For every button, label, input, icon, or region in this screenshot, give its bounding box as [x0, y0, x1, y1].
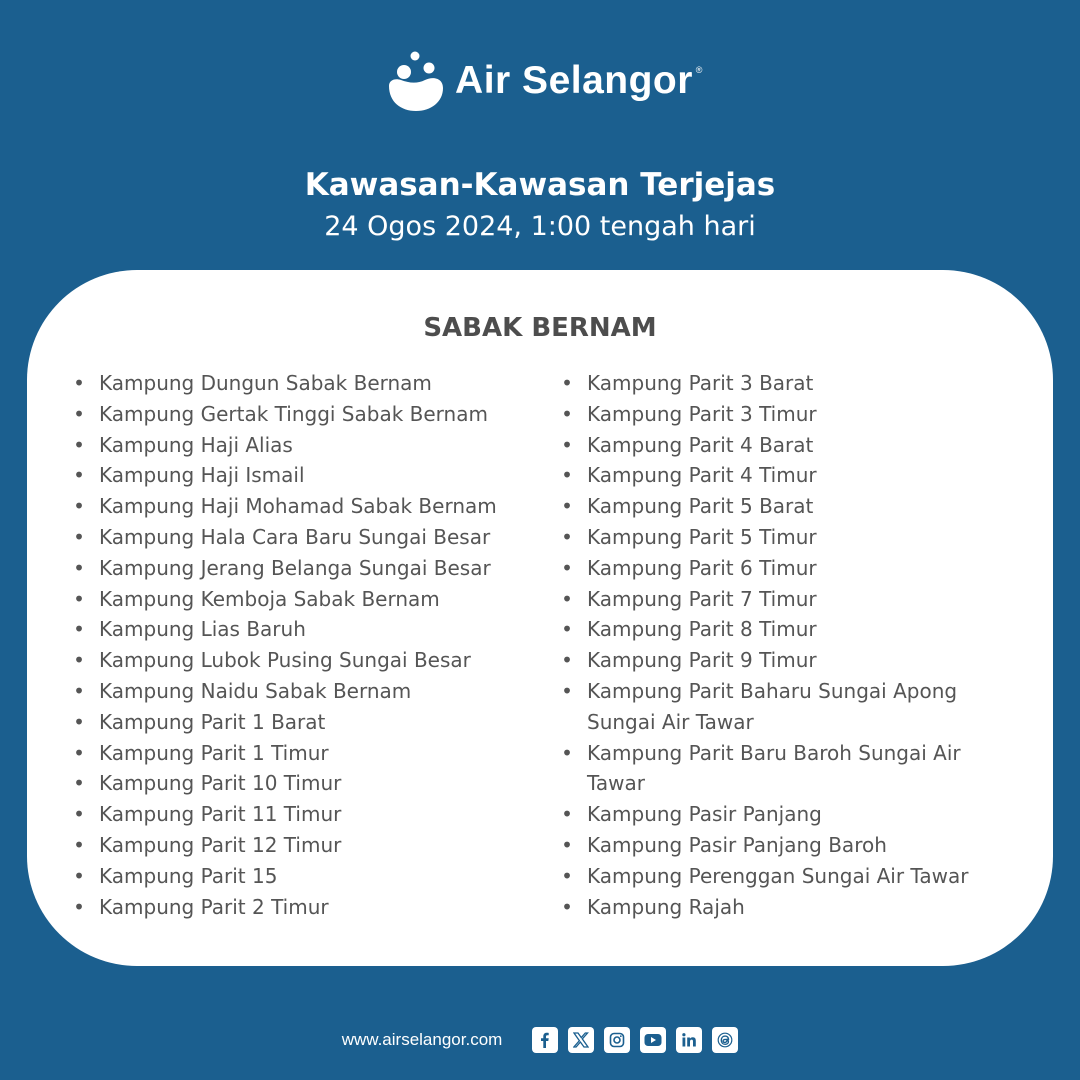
area-name: Kampung Parit 15 [99, 863, 278, 888]
bullet-icon: • [561, 740, 573, 765]
area-list-item [73, 399, 559, 430]
area-list-item [73, 430, 559, 461]
bullet-icon: • [73, 401, 85, 426]
bullet-icon: • [561, 617, 573, 642]
area-name: Kampung Parit 3 Barat [587, 371, 814, 395]
area-list-item [561, 799, 1007, 830]
bullet-icon: • [73, 617, 85, 642]
facebook-icon[interactable] [532, 1027, 558, 1053]
area-list-item [73, 768, 559, 799]
area-name: Kampung Parit Baharu Sungai Apong Sungai Air Tawar [587, 678, 958, 734]
bullet-icon: • [561, 371, 573, 395]
area-list-item [561, 430, 1007, 461]
bullet-icon: • [73, 802, 85, 827]
youtube-icon[interactable] [640, 1027, 666, 1053]
area-list-item [73, 553, 559, 584]
area-name: Kampung Pasir Panjang [587, 802, 822, 827]
bullet-icon: • [73, 494, 85, 519]
area-name: Kampung Lubok Pusing Sungai Besar [99, 648, 471, 673]
bullet-icon: • [561, 863, 573, 888]
area-list-item [73, 645, 559, 676]
area-name: Kampung Parit 3 Timur [587, 401, 817, 426]
bullet-icon: • [561, 494, 573, 519]
area-list-item [73, 584, 559, 615]
bullet-icon: • [73, 863, 85, 888]
page-subtitle: 24 Ogos 2024, 1:00 tengah hari [324, 211, 756, 242]
bullet-icon: • [73, 709, 85, 734]
bullet-icon: • [561, 894, 573, 919]
bullet-icon: • [561, 555, 573, 580]
bullet-icon: • [561, 524, 573, 549]
bullet-icon: • [73, 371, 85, 395]
area-name: Kampung Haji Alias [99, 432, 293, 457]
area-name: Kampung Parit 9 Timur [587, 648, 817, 673]
area-list-item [561, 892, 1007, 923]
area-list-item [73, 491, 559, 522]
area-list-item [561, 861, 1007, 892]
area-list-item [73, 368, 559, 399]
area-name: Kampung Lias Baruh [99, 617, 306, 642]
brand-logo [0, 48, 1080, 114]
area-list-right [561, 368, 1007, 922]
bullet-icon: • [561, 648, 573, 673]
area-name: Kampung Rajah [587, 894, 745, 919]
area-list-item [561, 645, 1007, 676]
area-name: Kampung Parit 4 Timur [587, 463, 817, 488]
bullet-icon: • [73, 771, 85, 796]
area-name: Kampung Naidu Sabak Bernam [99, 678, 412, 703]
bullet-icon: • [73, 463, 85, 488]
area-list-item [73, 861, 559, 892]
area-list-item [73, 522, 559, 553]
area-name: Kampung Gertak Tinggi Sabak Bernam [99, 401, 488, 426]
bullet-icon: • [73, 832, 85, 857]
area-list-item [561, 676, 1007, 738]
area-list-item [73, 614, 559, 645]
linkedin-icon[interactable] [676, 1027, 702, 1053]
instagram-icon[interactable] [604, 1027, 630, 1053]
area-name: Kampung Parit 11 Timur [99, 802, 342, 827]
area-list-item [73, 676, 559, 707]
bullet-icon: • [561, 463, 573, 488]
area-list-item [73, 738, 559, 769]
area-name: Kampung Parit 10 Timur [99, 771, 342, 796]
area-name: Kampung Dungun Sabak Bernam [99, 371, 432, 395]
area-name: Kampung Parit 5 Barat [587, 494, 814, 519]
bullet-icon: • [73, 648, 85, 673]
area-list-item [561, 460, 1007, 491]
area-name: Kampung Parit Baru Baroh Sungai Air Tawar [587, 740, 961, 796]
area-list-left [73, 368, 559, 922]
area-name: Kampung Parit 4 Barat [587, 432, 814, 457]
area-name: Kampung Parit 6 Timur [587, 555, 817, 580]
area-name: Kampung Haji Ismail [99, 463, 305, 488]
bullet-icon: • [73, 678, 85, 703]
threads-icon[interactable] [712, 1027, 738, 1053]
area-name: Kampung Kemboja Sabak Bernam [99, 586, 440, 611]
area-list-item [73, 707, 559, 738]
bullet-icon: • [561, 586, 573, 611]
area-name: Kampung Parit 5 Timur [587, 524, 817, 549]
bullet-icon: • [561, 802, 573, 827]
bullet-icon: • [73, 586, 85, 611]
bullet-icon: • [73, 555, 85, 580]
bullet-icon: • [73, 432, 85, 457]
area-name: Kampung Parit 8 Timur [587, 617, 817, 642]
bullet-icon: • [561, 678, 573, 703]
area-name: Kampung Parit 2 Timur [99, 894, 329, 919]
water-drop-logo-icon [387, 50, 445, 112]
area-name: Kampung Parit 7 Timur [587, 586, 817, 611]
area-name: Kampung Parit 12 Timur [99, 832, 342, 857]
area-name: Kampung Parit 1 Barat [99, 709, 326, 734]
area-name: Kampung Parit 1 Timur [99, 740, 329, 765]
area-list-item [561, 399, 1007, 430]
area-list-item [73, 830, 559, 861]
x-icon[interactable] [568, 1027, 594, 1053]
area-name: Kampung Haji Mohamad Sabak Bernam [99, 494, 497, 519]
area-name: Kampung Pasir Panjang Baroh [587, 832, 887, 857]
area-list-item [561, 830, 1007, 861]
area-list-item [561, 584, 1007, 615]
footer [0, 1024, 1080, 1056]
bullet-icon: • [73, 740, 85, 765]
area-list-item [561, 614, 1007, 645]
area-list-item [73, 799, 559, 830]
area-name: Kampung Jerang Belanga Sungai Besar [99, 555, 491, 580]
area-list-item [561, 368, 1007, 399]
bullet-icon: • [561, 432, 573, 457]
area-name: Kampung Hala Cara Baru Sungai Besar [99, 524, 491, 549]
area-list-item [73, 460, 559, 491]
website-link[interactable]: www.airselangor.com [341, 1030, 503, 1049]
area-list-item [561, 522, 1007, 553]
area-list-item [73, 892, 559, 923]
area-list-item [561, 491, 1007, 522]
bullet-icon: • [73, 894, 85, 919]
bullet-icon: • [561, 401, 573, 426]
brand-name: Air Selangor ® [455, 59, 703, 102]
area-list-item [561, 738, 1007, 800]
bullet-icon: • [561, 832, 573, 857]
affected-areas-card [27, 270, 1053, 966]
area-name: Kampung Perenggan Sungai Air Tawar [587, 863, 969, 888]
page-title: Kawasan-Kawasan Terjejas [304, 167, 776, 203]
area-list-item [561, 553, 1007, 584]
region-heading: SABAK BERNAM [423, 313, 657, 343]
bullet-icon: • [73, 524, 85, 549]
